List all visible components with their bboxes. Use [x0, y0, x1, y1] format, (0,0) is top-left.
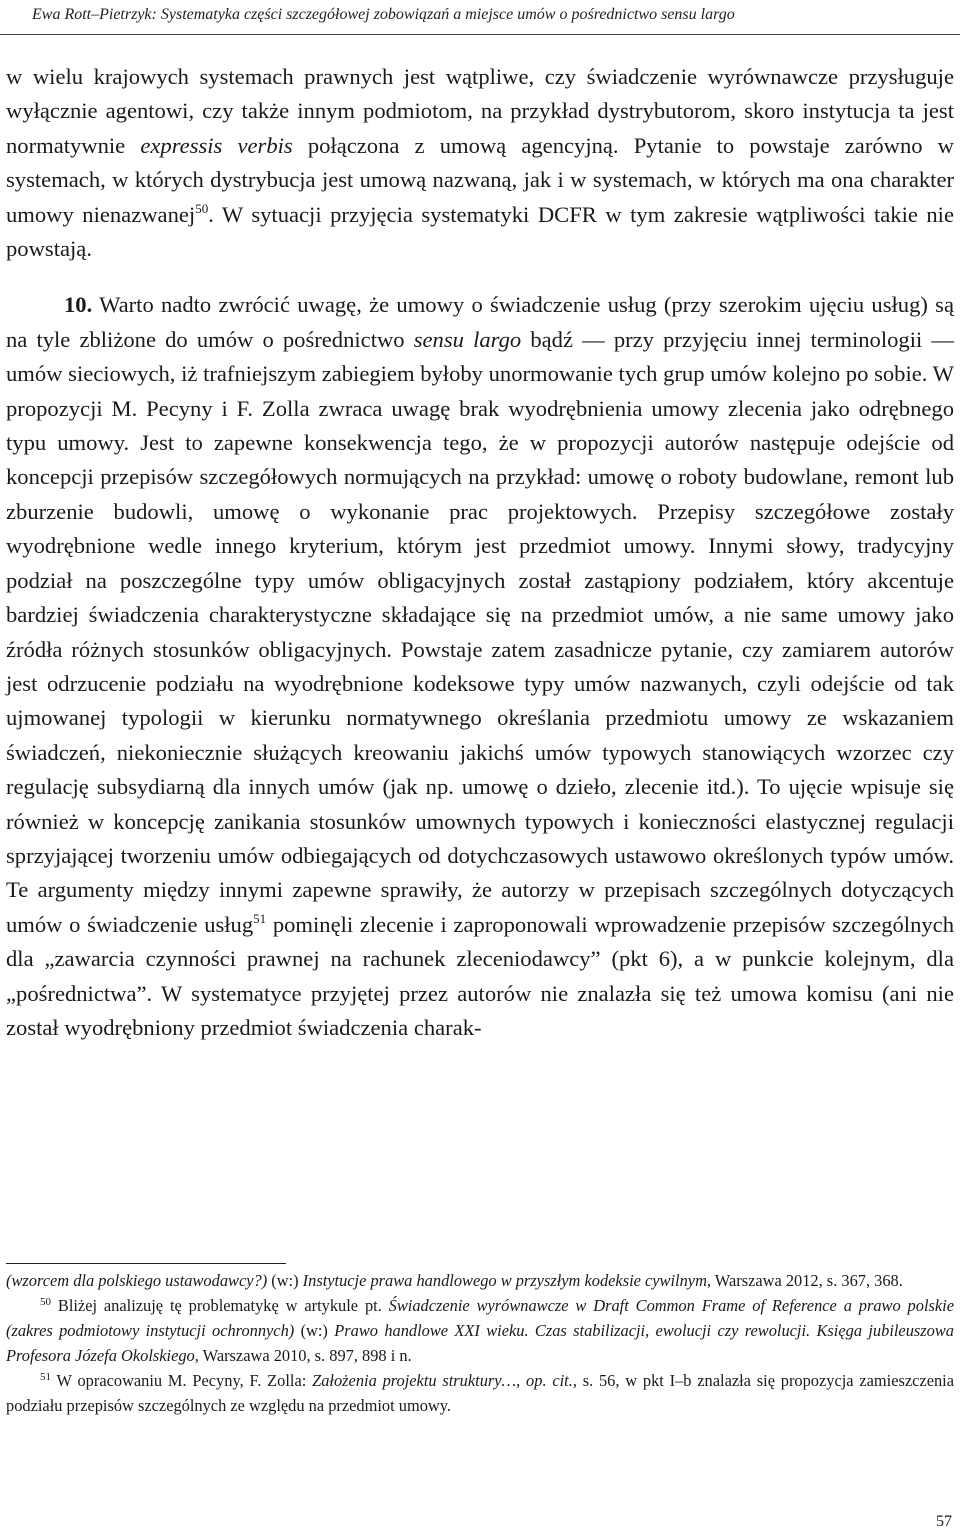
footnote-ref-51[interactable]: 51 [253, 910, 267, 926]
footnote-number: 50 [40, 1296, 51, 1308]
page-number: 57 [936, 1513, 952, 1530]
text-run: w wielu krajowych systemach prawnych jest wątpliwe, czy świadczenie wyrównawcze przysługuje wyłącznie agentowi, czy także innym podmiotom, na przykład dystrybutorom, skoro instytucja ta jest normatywnie [6, 64, 954, 158]
text-run: pominęli zlecenie i zaproponowali wprowadzenie przepisów szczególnych dla „zawarcia czynności prawnej na rachunek zleceniodawcy” (pkt 6), a w punkcie kolejnym, dla „pośrednictwa”. W systematyce przyjętej przez autorów nie znalazła się też umowa komisu (ani nie został wyodrębniony przedmiot świadczenia charak- [6, 911, 954, 1040]
header-divider [0, 34, 960, 35]
text-run: . W sytuacji przyjęcia systematyki DCFR w tym zakresie wątpliwości takie nie powstają. [6, 201, 954, 262]
footnote-ref-50[interactable]: 50 [195, 200, 209, 216]
italic-text: (wzorcem dla polskiego ustawodawcy?) [6, 1271, 268, 1290]
footnote-50 [6, 1293, 954, 1368]
text-run: (w:) [267, 1271, 303, 1290]
text-run: , Warszawa 2012, s. 367, 368. [706, 1271, 903, 1290]
italic-term: sensu largo [413, 326, 522, 352]
main-text [6, 60, 954, 1045]
footnote-continuation [6, 1268, 954, 1293]
paragraph-10 [6, 288, 954, 1045]
text-run: (w:) [294, 1321, 335, 1340]
italic-title: Świadczenie wyrównawcze w Draft Common Frame of Reference a prawo polskie (zakres podmiotowy instytucji ochronnych) [6, 1296, 954, 1340]
paragraph-continuation [6, 60, 954, 266]
text-run: W opracowaniu M. Pecyny, F. Zolla: [51, 1371, 313, 1390]
italic-text: op. cit. [526, 1371, 573, 1390]
text-run: , s. 56, w pkt I–b znalazła się propozycja zamieszczenia podziału przepisów szczególnych ze względu na przedmiot umowy. [6, 1371, 954, 1415]
italic-term: expressis verbis [140, 132, 293, 158]
text-run: Bliżej analizuję tę problematykę w artykule pt. [51, 1296, 389, 1315]
italic-title: Założenia projektu struktury… [312, 1371, 517, 1390]
text-run: bądź — przy przyjęciu innej terminologii — umów sieciowych, iż trafniejszym zabiegiem byłoby unormowanie tych grup umów kolejno po sobie. W propozycji M. Pecyny i F. Zolla zwraca uwagę brak wyodrębnienia umowy zlecenia jako odrębnego typu umowy. Jest to zapewne konsekwencja tego, że w propozycji autorów następuje odejście od koncepcji przepisów szczegółowych normujących na przykład: umowę o roboty budowlane, remont lub zburzenie budowli, umowę o wykonanie prac projektowych. Przepisy szczegółowe zostały wyodrębnione wedle innego kryterium, którym jest przedmiot umowy. Innymi słowy, tradycyjny podział na poszczególne typy umów obligacyjnych został zastąpiony podziałem, który akcentuje bardziej świadczenia charakterystyczne składające się na przedmiot umów, a nie same umowy jako źródła różnych stosunków obligacyjnych. Powstaje zatem zasadnicze pytanie, czy zamiarem autorów jest odrzucenie podziału na wyodrębnione kodeksowe typy umów nazwanych, czyli odejście od tak ujmowanej typologii w kierunku normatywnego określania przedmiotu umowy ze wskazaniem świadczeń, niekoniecznie służących kreowaniu jakichś umów typowych stanowiących wzorzec czy regulację subsydiarną dla innych umów (jak np. umowę o dzieło, zlecenie itd.). To ujęcie wpisuje się również w koncepcję zanikania stosunków umownych typowych i konieczności elastycznej regulacji sprzyjającej tworzeniu umów odbiegających od dotychczasowych ustawowo określonych typów umów. Te argumenty między innymi zapewne sprawiły, że autorzy w przepisach szczególnych dotyczących umów o świadczenie usług [6, 326, 955, 937]
running-header: Ewa Rott–Pietrzyk: Systematyka części szczegółowej zobowiązań a miejsce umów o pośrednictwo sensu largo [32, 6, 735, 23]
italic-title: Prawo handlowe XXI wieku. Czas stabilizacji, ewolucji czy rewolucji. Księga jubileuszowa Profesora Józefa Okolskiego [6, 1321, 954, 1365]
text-run: Warto nadto zwrócić uwagę, że umowy o świadczenie usług (przy szerokim ujęciu usług) są na tyle zbliżone do umów o pośrednictwo [6, 292, 954, 352]
footnotes [6, 1268, 954, 1418]
text-run: , Warszawa 2010, s. 897, 898 i n. [194, 1346, 412, 1365]
footnote-number: 51 [40, 1371, 51, 1383]
paragraph-number: 10. [64, 292, 93, 318]
italic-title: Instytucje prawa handlowego w przyszłym kodeksie cywilnym [302, 1271, 707, 1290]
footnote-divider [6, 1263, 286, 1264]
text-run: połączona z umową agencyjną. Pytanie to powstaje zarówno w systemach, w których dystrybucja jest umową nazwaną, jak i w systemach, w których ma ona charakter umowy nienazwanej [6, 132, 954, 227]
footnote-51 [6, 1368, 954, 1418]
text-run: , [516, 1371, 527, 1390]
